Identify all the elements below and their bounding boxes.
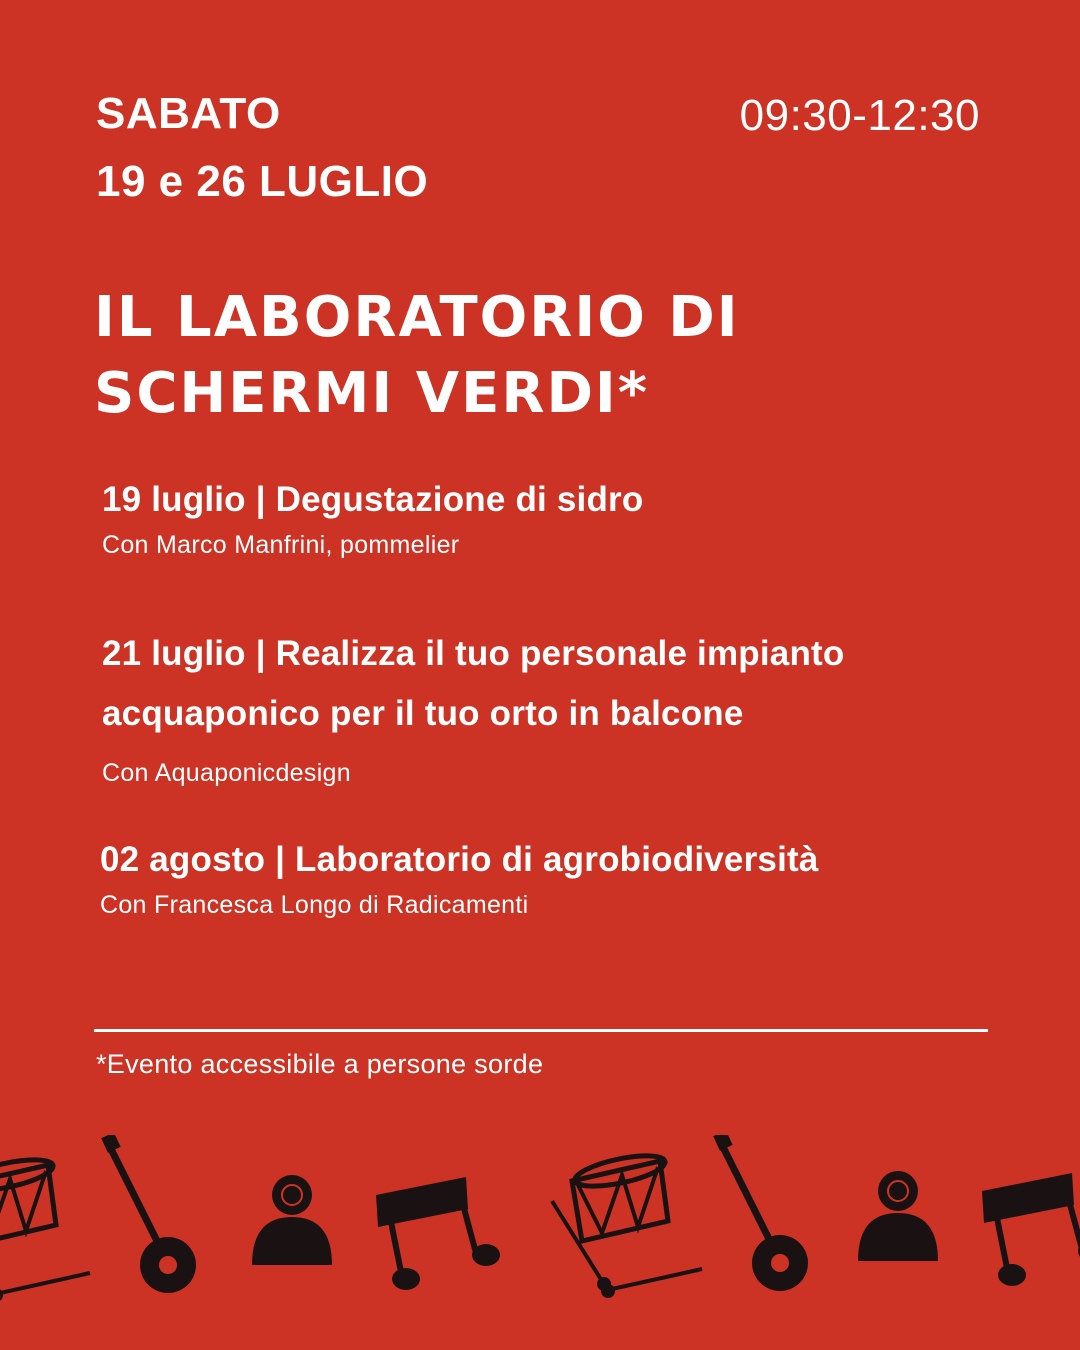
bell-icon bbox=[252, 1175, 332, 1265]
drum-icon bbox=[552, 1150, 702, 1298]
event-host: Con Francesca Longo di Radicamenti bbox=[100, 891, 529, 919]
poster-title-line-1: IL LABORATORIO DI bbox=[94, 285, 740, 350]
music-note-icon bbox=[982, 1173, 1080, 1286]
event-title-line-1: 21 luglio | Realizza il tuo personale impianto bbox=[102, 634, 845, 673]
event-host: Con Marco Manfrini, pommelier bbox=[102, 531, 460, 559]
event-host: Con Aquaponicdesign bbox=[102, 759, 351, 787]
event-title: 02 agosto | Laboratorio di agrobiodiversità bbox=[100, 840, 819, 879]
decorative-icon-strip bbox=[0, 1135, 1080, 1335]
event-title-line-2: acquaponico per il tuo orto in balcone bbox=[102, 694, 744, 733]
drum-icon bbox=[0, 1154, 90, 1302]
event-time: 09:30-12:30 bbox=[739, 91, 980, 140]
event-item-aquaponic bbox=[102, 624, 1002, 788]
event-title: 19 luglio | Degustazione di sidro bbox=[102, 480, 644, 519]
bell-icon bbox=[858, 1171, 938, 1261]
poster-title bbox=[94, 280, 894, 432]
banjo-icon bbox=[713, 1135, 808, 1291]
music-note-icon bbox=[376, 1177, 500, 1290]
banjo-icon bbox=[101, 1135, 196, 1293]
event-day: SABATO bbox=[96, 89, 281, 138]
poster-title-line-2: SCHERMI VERDI* bbox=[94, 361, 650, 426]
event-dates: 19 e 26 LUGLIO bbox=[96, 157, 429, 206]
event-item-cider-tasting bbox=[102, 470, 1002, 560]
accessibility-footnote: *Evento accessibile a persone sorde bbox=[96, 1049, 544, 1079]
event-item-agrobiodiversity bbox=[100, 830, 1000, 920]
divider-line bbox=[94, 1029, 988, 1032]
